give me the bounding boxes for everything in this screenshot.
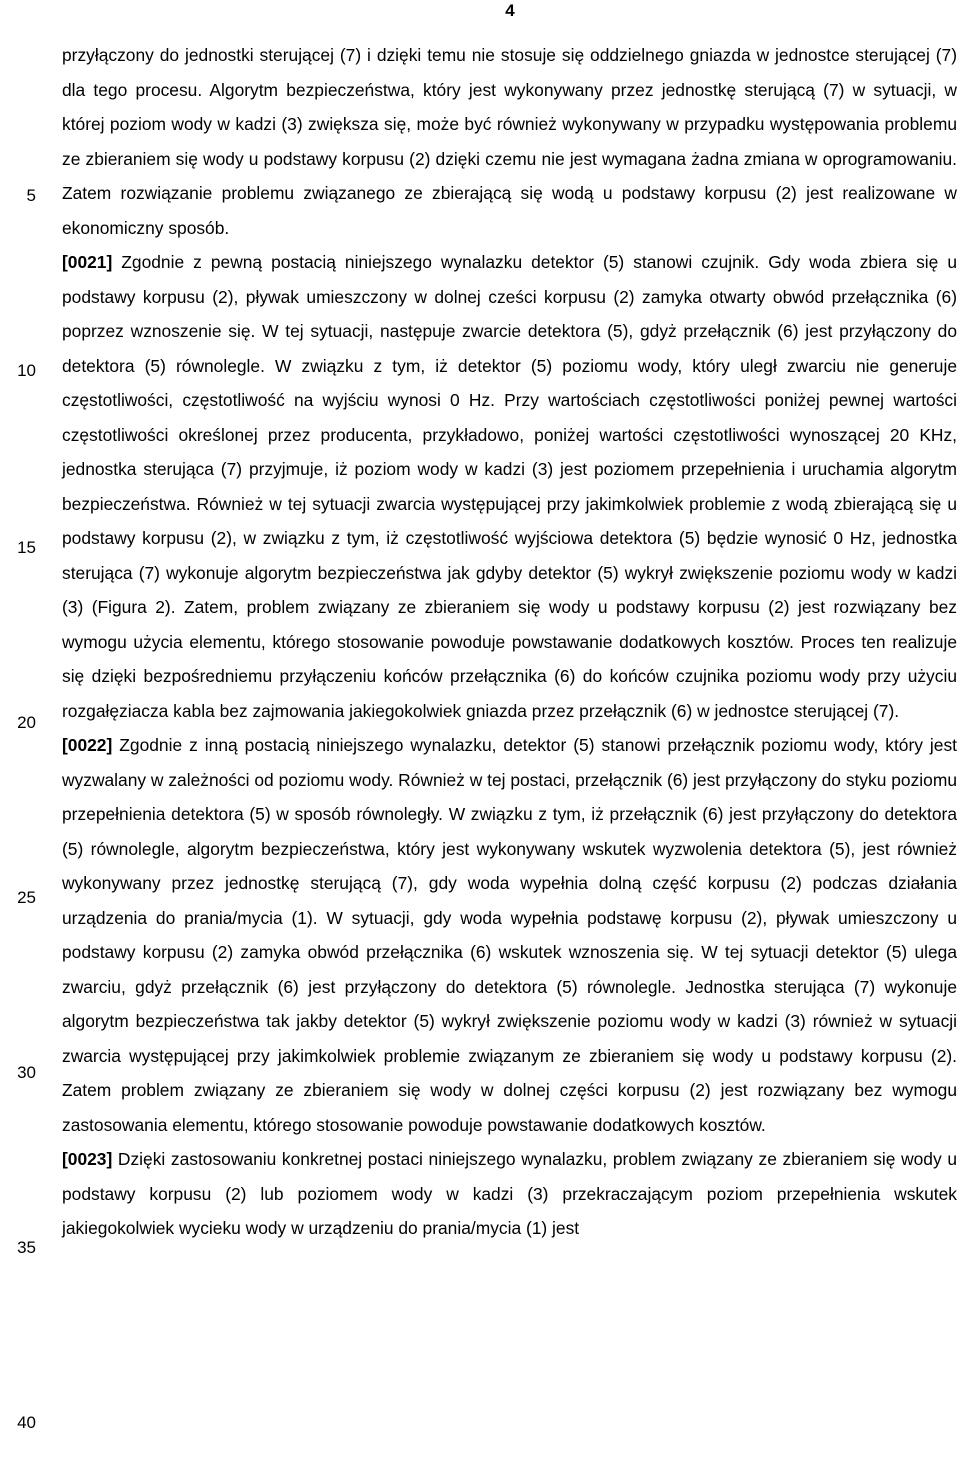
page-number: 4 [505,1,515,20]
line-number: 15 [17,538,36,557]
paragraph-continuation [62,38,957,245]
line-number: 40 [17,1413,36,1432]
line-number-margin [0,0,40,1477]
paragraph-0021 [62,245,957,728]
paragraph-text: Dzięki zastosowaniu konkretnej postaci niniejszego wynalazku, problem związany ze zbieraniem się wody u podstawy korpusu (2) lub poziomem wody w kadzi (3) przekraczającym poziom przepełnienia wskutek jakiegokolwiek wycieku wody w urządzeniu do prania/mycia (1) jest [62,1149,957,1238]
paragraph-0022 [62,728,957,1142]
paragraph-text: Zgodnie z inną postacią niniejszego wynalazku, detektor (5) stanowi przełącznik poziomu wody, który jest wyzwalany w zależności od poziomu wody. Również w tej postaci, przełącznik (6) jest przyłączony do styku poziomu przepełnienia detektora (5) w sposób równoległy. W związku z tym, iż przełącznik (6) jest przyłączony do detektora (5) równolegle, algorytm bezpieczeństwa, który jest wykonywany wskutek wyzwolenia detektora (5), jest również wykonywany przez jednostkę sterującą (7), gdy woda wypełnia dolną część korpusu (2) podczas działania urządzenia do prania/mycia (1). W sytuacji, gdy woda wypełnia podstawę korpusu (2), pływak umieszczony u podstawy korpusu (2) zamyka obwód przełącznika (6) wskutek wznoszenia się. W tej sytuacji detektor (5) ulega zwarciu, gdyż przełącznik (6) jest przyłączony do detektora (5) równolegle. Jednostka sterująca (7) wykonuje algorytm bezpieczeństwa tak jakby detektor (5) wykrył zwiększenie poziomu wody w kadzi (3) również w sytuacji zwarcia występującej przy jakimkolwiek problemie związanym ze zbieraniem się wody u podstawy korpusu (2). Zatem problem związany ze zbieraniem się wody w dolnej części korpusu (2) jest rozwiązany bez wymogu zastosowania elementu, którego stosowanie powoduje powstawanie dodatkowych kosztów. [62,735,957,1135]
line-number: 35 [17,1238,36,1257]
line-number: 10 [17,361,36,380]
paragraph-0023 [62,1142,957,1246]
paragraph-number: [0022] [62,735,113,755]
line-number: 30 [17,1063,36,1082]
line-number: 25 [17,888,36,907]
line-number: 20 [17,713,36,732]
line-number: 5 [26,186,36,205]
paragraph-number: [0023] [62,1149,113,1169]
document-body [62,38,957,1246]
paragraph-text: Zgodnie z pewną postacią niniejszego wynalazku detektor (5) stanowi czujnik. Gdy woda zbiera się u podstawy korpusu (2), pływak umieszczony w dolnej cześci korpusu (2) zamyka otwarty obwód przełącznika (6) poprzez wznoszenie się. W tej sytuacji, następuje zwarcie detektora (5), gdyż przełącznik (6) jest przyłączony do detektora (5) równolegle. W związku z tym, iż detektor (5) poziomu wody, który uległ zwarciu nie generuje częstotliwości, częstotliwość na wyjściu wynosi 0 Hz. Przy wartościach częstotliwości poniżej pewnej wartości częstotliwości określonej przez producenta, przykładowo, poniżej wartości częstotliwości wynoszącej 20 KHz, jednostka sterująca (7) przyjmuje, iż poziom wody w kadzi (3) jest poziomem przepełnienia i uruchamia algorytm bezpieczeństwa. Również w tej sytuacji zwarcia występującej przy jakimkolwiek problemie z wodą zbierającą się u podstawy korpusu (2), w związku z tym, iż częstotliwość wyjściowa detektora (5) będzie wynosić 0 Hz, jednostka sterująca (7) wykonuje algorytm bezpieczeństwa jak gdyby detektor (5) wykrył zwiększenie poziomu wody w kadzi (3) (Figura 2). Zatem, problem związany ze zbieraniem się wody u podstawy korpusu (2) jest rozwiązany bez wymogu użycia elementu, którego stosowanie powoduje powstawanie dodatkowych kosztów. Proces ten realizuje się dzięki bezpośredniemu przyłączeniu końców przełącznika (6) do końców czujnika poziomu wody przy użyciu rozgałęziacza kabla bez zajmowania jakiegokolwiek gniazda przez przełącznik (6) w jednostce sterującej (7). [62,252,957,721]
paragraph-number: [0021] [62,252,113,272]
paragraph-text: przyłączony do jednostki sterującej (7) i dzięki temu nie stosuje się oddzielnego gniazda w jednostce sterującej (7) dla tego procesu. Algorytm bezpieczeństwa, który jest wykonywany przez jednostkę sterującą (7) w sytuacji, w której poziom wody w kadzi (3) zwiększa się, może być również wykonywany w przypadku występowania problemu ze zbieraniem się wody u podstawy korpusu (2) dzięki czemu nie jest wymagana żadna zmiana w oprogramowaniu. Zatem rozwiązanie problemu związanego ze zbierającą się wodą u podstawy korpusu (2) jest realizowane w ekonomiczny sposób. [62,45,957,238]
